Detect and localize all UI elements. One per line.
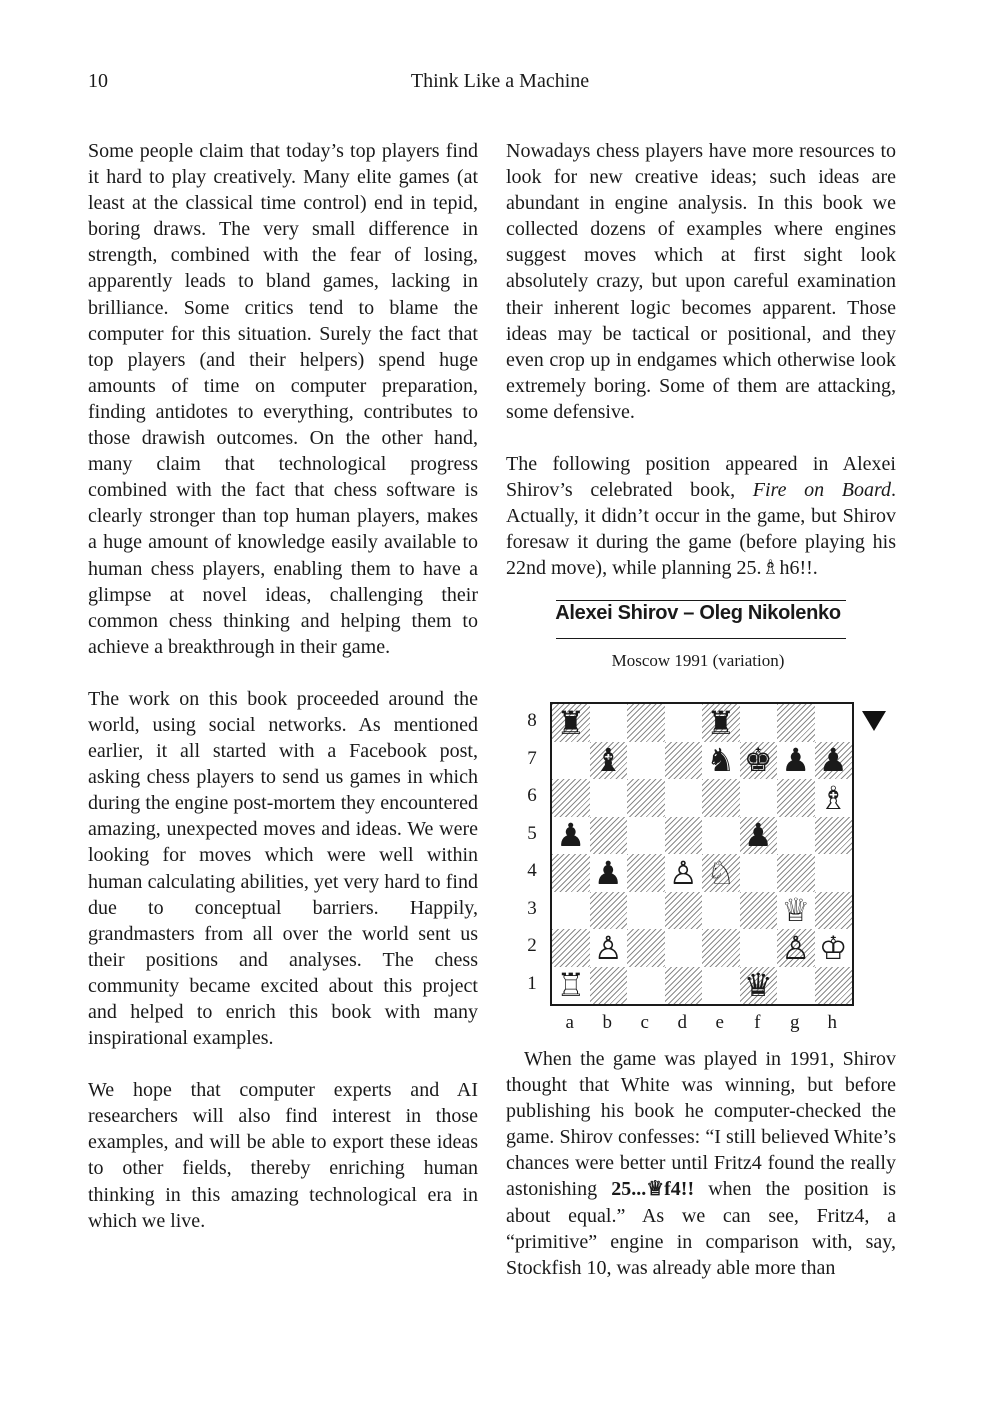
black-knight-icon: ♞: [706, 741, 736, 780]
square-h6: [815, 779, 853, 817]
page-number: 10: [88, 70, 108, 92]
square-h3: [815, 892, 853, 930]
square-g8: [777, 704, 815, 742]
white-bishop-icon: ♗: [818, 778, 848, 817]
black-king-icon: ♚: [743, 741, 773, 780]
square-f8: [740, 704, 778, 742]
rank-label: 4: [527, 860, 537, 881]
square-h5: [815, 817, 853, 855]
running-title: Think Like a Machine: [410, 70, 590, 92]
square-d2: [665, 929, 703, 967]
title-rule-top: [556, 600, 846, 601]
square-e8: [702, 704, 740, 742]
square-d8: [665, 704, 703, 742]
square-f5: [740, 817, 778, 855]
rank-label: 2: [527, 935, 537, 956]
square-e7: [702, 742, 740, 780]
file-label: d: [677, 1012, 687, 1033]
white-king-icon: ♔: [818, 928, 848, 967]
square-g1: [777, 967, 815, 1005]
black-pawn-icon: ♟: [556, 816, 586, 855]
black-pawn-icon: ♟: [781, 741, 811, 780]
square-b6: [590, 779, 628, 817]
square-c5: [627, 817, 665, 855]
paragraph: Nowadays chess players have more resources to look for new creative ideas; such ideas are abundant in engine analysis. In this book we collected dozens of examples where engines suggest moves which at first sight look absolutely crazy, but upon careful examination their inherent logic becomes apparent. Those ideas may be tactical or positional, and they even crop up in endgames which otherwise look extremely boring. Some of them are attacking, some defensive.: [506, 140, 896, 423]
file-label: f: [754, 1012, 761, 1033]
square-h4: [815, 854, 853, 892]
square-g3: [777, 892, 815, 930]
black-bishop-icon: ♝: [593, 741, 623, 780]
square-f2: [740, 929, 778, 967]
text-span: . Actually, it didn’t occur in the game, but Shirov foresaw it during the game (before playing his 22nd move), while planning 25.♗h6!!.: [506, 479, 896, 580]
square-c1: [627, 967, 665, 1005]
black-to-move-triangle-icon: [862, 711, 886, 731]
file-label: e: [715, 1012, 724, 1033]
square-a5: [552, 817, 590, 855]
right-column-top: [506, 138, 896, 608]
square-b8: [590, 704, 628, 742]
white-pawn-icon: ♙: [781, 928, 811, 967]
book-title: Fire on Board: [752, 479, 891, 502]
black-pawn-icon: ♟: [743, 816, 773, 855]
square-e6: [702, 779, 740, 817]
chess-board: [550, 702, 854, 1006]
rank-label: 8: [527, 710, 537, 731]
square-d4: [665, 854, 703, 892]
paragraph: [506, 451, 896, 581]
file-label: g: [790, 1012, 800, 1033]
square-a8: [552, 704, 590, 742]
square-e2: [702, 929, 740, 967]
file-label: c: [640, 1012, 649, 1033]
square-h7: [815, 742, 853, 780]
square-h8: [815, 704, 853, 742]
file-label: h: [827, 1012, 837, 1033]
rank-label: 1: [527, 972, 537, 994]
square-g6: [777, 779, 815, 817]
square-d6: [665, 779, 703, 817]
square-c6: [627, 779, 665, 817]
game-subtitle: Moscow 1991 (variation): [611, 651, 785, 670]
square-a1: [552, 967, 590, 1005]
square-e1: [702, 967, 740, 1005]
title-rule-bottom: [556, 638, 846, 639]
square-c4: [627, 854, 665, 892]
white-pawn-icon: ♙: [593, 928, 623, 967]
square-d3: [665, 892, 703, 930]
square-d5: [665, 817, 703, 855]
square-b1: [590, 967, 628, 1005]
paragraph: The work on this book proceeded around the world, using social networks. As mentioned earlier, it all started with a Facebook post, asking chess players to send us games in which during the engine post-mortem they encountered amazing, unexpected moves and ideas. We were looking for moves which were well within human calculating abilities, yet very hard to find due to conceptual barriers. Happily, grandmasters from all over the world sent us their positions and analyses. The chess community became excited about this project and helped to enrich this book with many inspirational examples.: [88, 687, 478, 1050]
square-c2: [627, 929, 665, 967]
white-knight-icon: ♘: [706, 853, 736, 892]
square-a4: [552, 854, 590, 892]
paragraph: Some people claim that today’s top players find it hard to play creatively. Many elite games (at least at the classical time control) end in tepid, boring draws. The very small difference in strength, combined with the fear of losing, apparently leads to bland games, lacking in brilliance. Some critics tend to blame the computer for this situation. Surely the fact that top players (and their helpers) spend huge amounts of time on computer preparation, finding antidotes to everything, contributes to those drawish outcomes. On the other hand, many claim that technological progress combined with the fact that chess software is clearly stronger than top human players, makes a huge amount of knowledge easily available to human chess players, enabling them to have a glimpse at novel ideas, challenging their common chess thinking and helping them to achieve a breakthrough in their game.: [88, 140, 478, 658]
white-rook-icon: ♖: [556, 966, 586, 1005]
square-e5: [702, 817, 740, 855]
square-f4: [740, 854, 778, 892]
paragraph: [506, 1046, 896, 1281]
text-span: when the position is about equal.” As we can see, Fritz4, a “primitive” engine in comparison with, say, Stockfish 10, was already able more than: [506, 1178, 896, 1279]
black-pawn-icon: ♟: [593, 853, 623, 892]
rank-label: 3: [527, 897, 537, 919]
square-c7: [627, 742, 665, 780]
square-g5: [777, 817, 815, 855]
square-e4: [702, 854, 740, 892]
square-c8: [627, 704, 665, 742]
square-c3: [627, 892, 665, 930]
square-e3: [702, 892, 740, 930]
square-d1: [665, 967, 703, 1005]
game-title: Alexei Shirov – Oleg Nikolenko: [555, 602, 841, 624]
square-b4: [590, 854, 628, 892]
square-a2: [552, 929, 590, 967]
black-queen-icon: ♛: [743, 966, 773, 1005]
square-f6: [740, 779, 778, 817]
square-f7: [740, 742, 778, 780]
white-pawn-icon: ♙: [668, 853, 698, 892]
square-g2: [777, 929, 815, 967]
square-a3: [552, 892, 590, 930]
black-rook-icon: ♜: [556, 703, 586, 742]
square-f1: [740, 967, 778, 1005]
black-pawn-icon: ♟: [818, 741, 848, 780]
file-label: a: [565, 1012, 574, 1033]
file-label: b: [602, 1012, 612, 1033]
square-h1: [815, 967, 853, 1005]
square-g4: [777, 854, 815, 892]
square-a7: [552, 742, 590, 780]
rank-label: 5: [527, 822, 537, 844]
square-f3: [740, 892, 778, 930]
black-rook-icon: ♜: [706, 703, 736, 742]
rank-label: 7: [527, 747, 537, 769]
move-notation: 25...♕f4!!: [611, 1178, 695, 1201]
white-queen-icon: ♕: [781, 891, 811, 930]
square-g7: [777, 742, 815, 780]
square-b2: [590, 929, 628, 967]
square-a6: [552, 779, 590, 817]
paragraph: We hope that computer experts and AI researchers will also find interest in those examples, and will be able to export these ideas to other fields, thereby enriching human thinking in this amazing technological era in which we live.: [88, 1079, 478, 1232]
right-column-bottom: [506, 1046, 896, 1307]
square-b3: [590, 892, 628, 930]
text-span: The following position appeared in Alexei Shirov’s celebrated book,: [506, 453, 896, 502]
square-b7: [590, 742, 628, 780]
rank-label: 6: [527, 785, 537, 806]
text-span: When the game was played in 1991, Shirov thought that White was winning, but before publishing his book he computer-checked the game. Shirov confesses: “I still believed White’s chances were better until Fritz4 found the really astonishing: [506, 1048, 896, 1201]
square-h2: [815, 929, 853, 967]
square-d7: [665, 742, 703, 780]
left-column: [88, 138, 478, 1260]
square-b5: [590, 817, 628, 855]
